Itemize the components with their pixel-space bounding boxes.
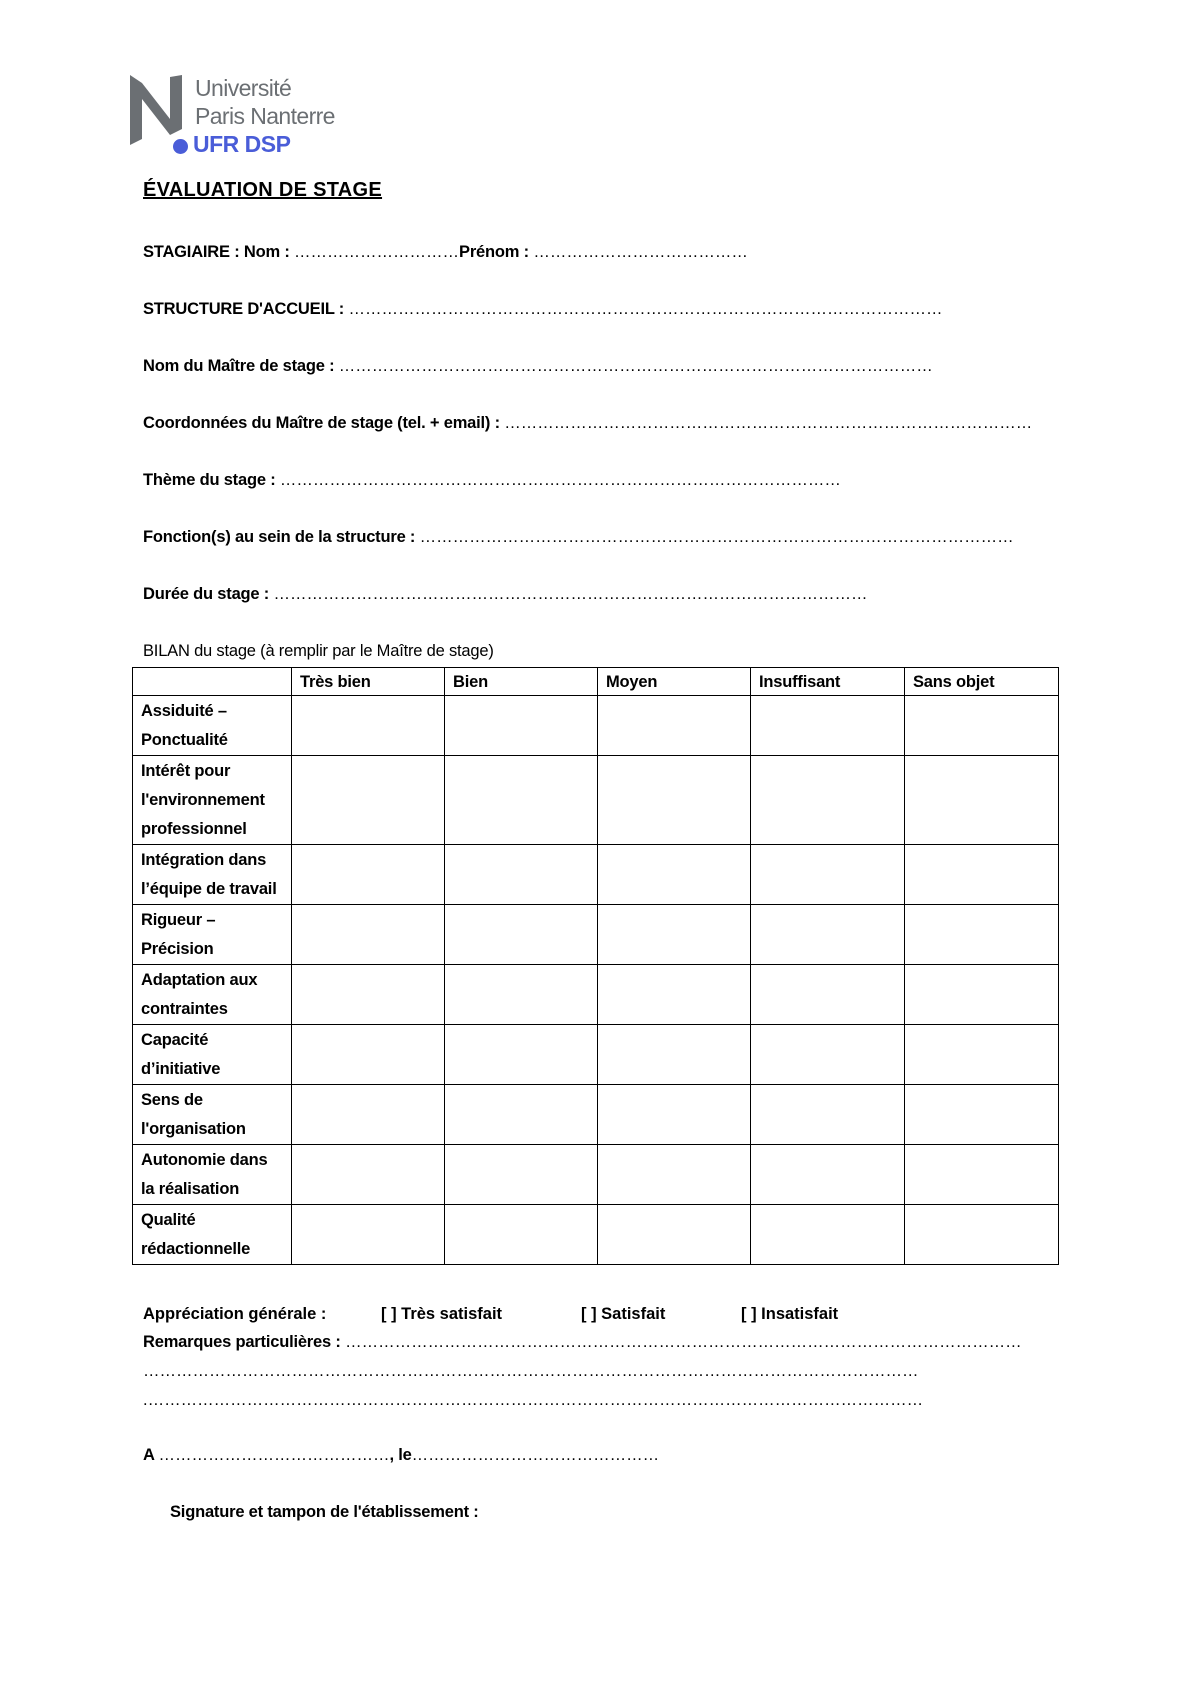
maitre-field[interactable] <box>143 357 933 376</box>
column-header-insuffisant: Insuffisant <box>751 668 905 696</box>
criterion-label: Adaptation aux contraintes <box>133 965 292 1025</box>
table-row <box>133 845 1059 905</box>
table-row <box>133 1025 1059 1085</box>
rating-cell[interactable] <box>445 696 598 756</box>
rating-cell[interactable] <box>292 1145 445 1205</box>
logo-text-ufr-dsp: UFR DSP <box>193 131 291 157</box>
rating-cell[interactable] <box>751 1085 905 1145</box>
rating-cell[interactable] <box>905 905 1059 965</box>
rating-cell[interactable] <box>445 845 598 905</box>
rating-cell[interactable] <box>598 1145 751 1205</box>
remarques-field[interactable] <box>143 1333 1022 1352</box>
structure-field[interactable] <box>143 300 942 319</box>
table-row <box>133 1205 1059 1265</box>
fonction-label: Fonction(s) au sein de la structure : <box>143 528 420 546</box>
rating-cell[interactable] <box>445 1085 598 1145</box>
criterion-label: Rigueur – Précision <box>133 905 292 965</box>
rating-cell[interactable] <box>292 965 445 1025</box>
option-satisfait[interactable]: [ ] Satisfait <box>581 1305 666 1323</box>
rating-cell[interactable] <box>905 1085 1059 1145</box>
duree-dots: ……………………………………………………………………………………………… <box>273 585 868 603</box>
maitre-dots: ……………………………………………………………………………………………… <box>338 357 933 375</box>
remarques-line-2[interactable]: …………………………………………………………………………………………………………………………… <box>143 1362 919 1380</box>
rating-cell[interactable] <box>905 845 1059 905</box>
rating-cell[interactable] <box>751 905 905 965</box>
table-row <box>133 696 1059 756</box>
rating-cell[interactable] <box>905 1205 1059 1265</box>
remarques-label: Remarques particulières : <box>143 1333 346 1351</box>
criterion-label: Sens de l'organisation <box>133 1085 292 1145</box>
fonction-dots: ……………………………………………………………………………………………… <box>419 528 1014 546</box>
signature-label: Signature et tampon de l'établissement : <box>170 1503 479 1521</box>
structure-label: STRUCTURE D'ACCUEIL : <box>143 300 349 318</box>
rating-cell[interactable] <box>751 1145 905 1205</box>
lieu-date-field[interactable] <box>143 1446 659 1465</box>
criterion-label: Intérêt pour l'environnement professionnel <box>133 756 292 845</box>
rating-cell[interactable] <box>598 905 751 965</box>
rating-cell[interactable] <box>445 1145 598 1205</box>
structure-dots: ……………………………………………………………………………………………… <box>348 300 943 318</box>
criterion-label: Qualité rédactionnelle <box>133 1205 292 1265</box>
rating-cell[interactable] <box>598 1025 751 1085</box>
duree-field[interactable] <box>143 585 867 604</box>
rating-cell[interactable] <box>751 1025 905 1085</box>
rating-cell[interactable] <box>598 965 751 1025</box>
university-logo <box>130 75 340 165</box>
le-dots: ……………………………………… <box>411 1446 660 1464</box>
appreciation-label: Appréciation générale : <box>143 1305 327 1323</box>
table-row <box>133 905 1059 965</box>
table-row <box>133 1145 1059 1205</box>
theme-dots: ………………………………………………………………………………………… <box>279 471 841 489</box>
stagiaire-field[interactable] <box>143 243 748 262</box>
table-row <box>133 965 1059 1025</box>
rating-cell[interactable] <box>292 1025 445 1085</box>
rating-cell[interactable] <box>598 696 751 756</box>
rating-cell[interactable] <box>292 1085 445 1145</box>
logo-text-paris-nanterre: Paris Nanterre <box>195 103 335 129</box>
rating-cell[interactable] <box>751 756 905 845</box>
table-row <box>133 756 1059 845</box>
rating-cell[interactable] <box>598 1205 751 1265</box>
theme-label: Thème du stage : <box>143 471 280 489</box>
rating-cell[interactable] <box>905 756 1059 845</box>
coordonnees-label: Coordonnées du Maître de stage (tel. + email) : <box>143 414 505 432</box>
bilan-header-row <box>133 668 1059 696</box>
duree-label: Durée du stage : <box>143 585 274 603</box>
maitre-label: Nom du Maître de stage : <box>143 357 339 375</box>
column-header-empty <box>133 668 292 696</box>
rating-cell[interactable] <box>751 1205 905 1265</box>
remarques-line-3[interactable]: .…………………………………………………………………………………………………………………………… <box>143 1391 924 1409</box>
prenom-dots: ………………………………… <box>533 243 748 261</box>
rating-cell[interactable] <box>292 905 445 965</box>
remarques-dots: …………………………………………………………………………………………………………… <box>345 1333 1022 1351</box>
column-header-bien: Bien <box>445 668 598 696</box>
column-header-tres-bien: Très bien <box>292 668 445 696</box>
rating-cell[interactable] <box>445 1205 598 1265</box>
rating-cell[interactable] <box>292 845 445 905</box>
rating-cell[interactable] <box>445 905 598 965</box>
nanterre-logo-mark <box>130 75 190 145</box>
document-title: ÉVALUATION DE STAGE <box>143 179 383 201</box>
column-header-sans-objet: Sans objet <box>905 668 1059 696</box>
le-label: , le <box>389 1446 412 1464</box>
prenom-label: Prénom : <box>459 243 534 261</box>
rating-cell[interactable] <box>905 1025 1059 1085</box>
logo-dot <box>173 139 188 154</box>
bilan-caption: BILAN du stage (à remplir par le Maître de stage) <box>143 642 494 660</box>
coordonnees-field[interactable] <box>143 414 1032 433</box>
rating-cell[interactable] <box>905 965 1059 1025</box>
rating-cell[interactable] <box>751 845 905 905</box>
rating-cell[interactable] <box>445 965 598 1025</box>
coordonnees-dots: …………………………………………………………………………………… <box>504 414 1033 432</box>
rating-cell[interactable] <box>598 1085 751 1145</box>
rating-cell[interactable] <box>751 696 905 756</box>
rating-cell[interactable] <box>292 1205 445 1265</box>
theme-field[interactable] <box>143 471 841 490</box>
bilan-table <box>132 667 1059 1265</box>
nom-dots: ………………………… <box>294 243 460 261</box>
table-row <box>133 1085 1059 1145</box>
rating-cell[interactable] <box>445 1025 598 1085</box>
criterion-label: Autonomie dans la réalisation <box>133 1145 292 1205</box>
criterion-label: Assiduité – Ponctualité <box>133 696 292 756</box>
column-header-moyen: Moyen <box>598 668 751 696</box>
logo-text-universite: Université <box>195 75 292 101</box>
criterion-label: Capacité d’initiative <box>133 1025 292 1085</box>
rating-cell[interactable] <box>445 756 598 845</box>
rating-cell[interactable] <box>905 1145 1059 1205</box>
rating-cell[interactable] <box>751 965 905 1025</box>
option-tres-satisfait[interactable]: [ ] Très satisfait <box>381 1305 503 1323</box>
criterion-label: Intégration dans l’équipe de travail <box>133 845 292 905</box>
fonction-field[interactable] <box>143 528 1014 547</box>
a-dots: …………………………………… <box>158 1446 390 1464</box>
rating-cell[interactable] <box>905 696 1059 756</box>
option-insatisfait[interactable]: [ ] Insatisfait <box>741 1305 839 1323</box>
stagiaire-label: STAGIAIRE : Nom : <box>143 243 295 261</box>
rating-cell[interactable] <box>292 696 445 756</box>
a-label: A <box>143 1446 159 1464</box>
rating-cell[interactable] <box>598 845 751 905</box>
rating-cell[interactable] <box>292 756 445 845</box>
rating-cell[interactable] <box>598 756 751 845</box>
